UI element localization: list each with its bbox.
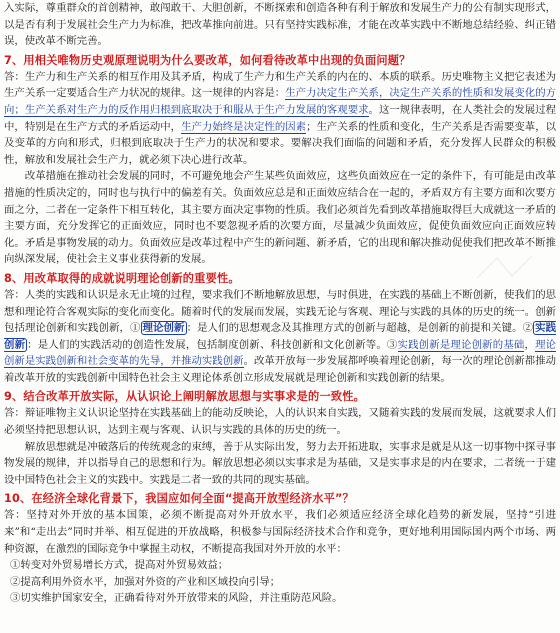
question-10-answer-p1: 答：坚持对外开放的基本国策，必须不断提高对外开放水平，我们必须适应经济全球化趋势的新发展，坚持“引进来”和“走出去”同时并举、相互促进的开放战略，积极参与国际经济技术合作和竞争，更好地利用国际国内两个市场、两种资源，在激烈的国际竞争中掌握主动权，不断提高我国对外开放的水平：: [4, 509, 556, 555]
question-9-answer-p1: 答：辩证唯物主义认识论坚持在实践基础上的能动反映论，人的认识来自实践，又随着实践的发展而发展，这就要求人们必须坚持把思想认识，达到主观与客观、认识与实践的具体的历史的统一。: [4, 407, 556, 437]
intro-paragraph: 入实际，尊重群众的首创精神，敢闯敢干、大胆创新，不断探索和创造各种有利于解放和发展生产力的公有制实现形式，以是否有利于发展社会生产力为标准，把改革推向前进。只有坚持实践标准，才能在改革实践中不断地总结经验、纠正错误，使改革不断完善。: [4, 2, 556, 48]
question-9-title: 9、结合改革开放实际，从认识论上阐明解放思想与实事求是的一致性。: [4, 390, 365, 404]
question-9-answer-p2: 解放思想就是冲破落后的传统观念的束缚，善于从实际出发，努力去开拓进取，实事求是就是从这一切事物中探寻事物发展的规律，并以指导自己的思想和行为。解放思想必须以实事求是为基础，又是实事求是的内在要求，二者统一于建设中国特色社会主义的实践中。实践是二者一致的共同的现实基础。: [4, 440, 556, 486]
q8-text-g: ，: [524, 338, 536, 351]
list-item: ②提高利用外资水平，加强对外资的产业和区域投向引导；: [10, 575, 281, 588]
pencil-scribble-icon: [472, 248, 542, 288]
q8-boxed-practice-innovation: 实践创新: [4, 322, 557, 351]
q7-highlight-productivity-law: 生产力决定生产关系，决定生产关系的性质和发展变化的方向；生产关系对生产力的反作用归根到底取决于和服从于生产力发展的客观要求: [4, 87, 556, 116]
question-8-answer-p1: [4, 287, 556, 387]
list-item: ③切实维护国家安全，正确看待对外开放带来的风险，并注重防范风险。: [10, 592, 343, 605]
question-10-title: 10、在经济全球化背景下，我国应如何全面“提高开放型经济水平”？: [4, 492, 354, 506]
q7-text-a: 答：生产力和生产关系的相互作用及其矛盾，构成了生产力和生产关系的内在的、本质的联系。历史唯物主义把它表述为生产关系一定要适合生产力状况的规律。这一规律的内容是：: [4, 70, 556, 100]
question-8-title: 8、用改革取得的成就说明理论创新的重要性。: [4, 271, 240, 285]
q7-text-c: 。这一规律表明，在人类社会的发展过程中，特别是在生产方式的矛盾运动中，: [4, 103, 557, 133]
question-7-answer-p2: 改革措施在推动社会发展的同时，不可避免地会产生某些负面效应，这些负面效应在一定的条件下，有可能是由改革措施的性质决定的，同时也与执行中的偏差有关。负面效应总是和正面效应结合在一起的，矛盾双方有主要方面和次要方面之分，二者在一定条件下相互转化，其主要方面决定事物的性质。我们必须首先看到改革措施取得巨大成就这一矛盾的主要方面，充分发挥它的正面效应，同时也不要忽视矛盾的次要方面，尽量减少负面效应，促使负面效应向正面效应转化。矛盾是事物发展的动力。负面效应是改革过程中产生的新问题、新矛盾，它的出现和解决推动促使我们把改革不断推向纵深发展，使社会主义事业获得新的发展。: [4, 170, 556, 266]
list-item: ①转变对外贸易增长方式，提高对外贸易效益；: [10, 559, 229, 572]
question-9-section: [4, 388, 556, 488]
q8-highlight-vanguard: 理论创新是实践创新和社会变革的先导，并推动实践创新: [4, 338, 557, 368]
q8-text-e: ：是人们的实践活动的创造性发展，包括制度创新、科技创新和文化创新等。: [27, 338, 387, 351]
q7-text-e: ；生产关系的性质和变化，生产关系是否需要变革，以及变革的方向和形式，归根到底取决于生产力的状况和要求。要解决我们面临的问题和矛盾，充分发挥人民群众的积极性，解放和发展社会生产力，就必须下决心进行改革。: [4, 120, 557, 166]
q8-marker-3: ③: [386, 338, 398, 351]
q8-marker-1: ①: [130, 322, 141, 335]
q7-highlight-decisive-factor: 生产力始终是决定性的因素: [181, 120, 307, 133]
question-7-section: [4, 52, 556, 268]
q8-text-c: ：是人们的思想观念及其推理方式的创新与超越，是创新的前提和关键。: [186, 322, 523, 335]
question-7-title: 7、用相关唯物历史观原理说明为什么要改革，如何看待改革中出现的负面问题？: [4, 53, 411, 67]
q8-text-a: 答：人类的实践和认识是永无止境的过程，要求我们不断地解放思想，与时俱进，在实践的基础上不断创新，使我们的思想和理论符合客观实际的变化而变化。随着时代的发展而发展，实践无论与客观、理论与实践的具体的历史的统一。创新包括理论创新和实践创新，: [4, 288, 556, 335]
question-7-answer-p1: [4, 69, 556, 169]
question-10-section: [4, 490, 556, 607]
q8-marker-2: ②: [522, 322, 534, 335]
q8-boxed-theory-innovation: 理论创新: [142, 322, 185, 335]
q8-highlight-foundation: 实践创新是理论创新的基础: [397, 338, 525, 351]
q8-text-i: 。改革开放每一步发展都呼唤着理论创新，每一次的理论创新都推动着改革开放的实践创新中国特色社会主义理论体系创立形成发展就是理论创新和实践创新的结果。: [4, 355, 557, 384]
